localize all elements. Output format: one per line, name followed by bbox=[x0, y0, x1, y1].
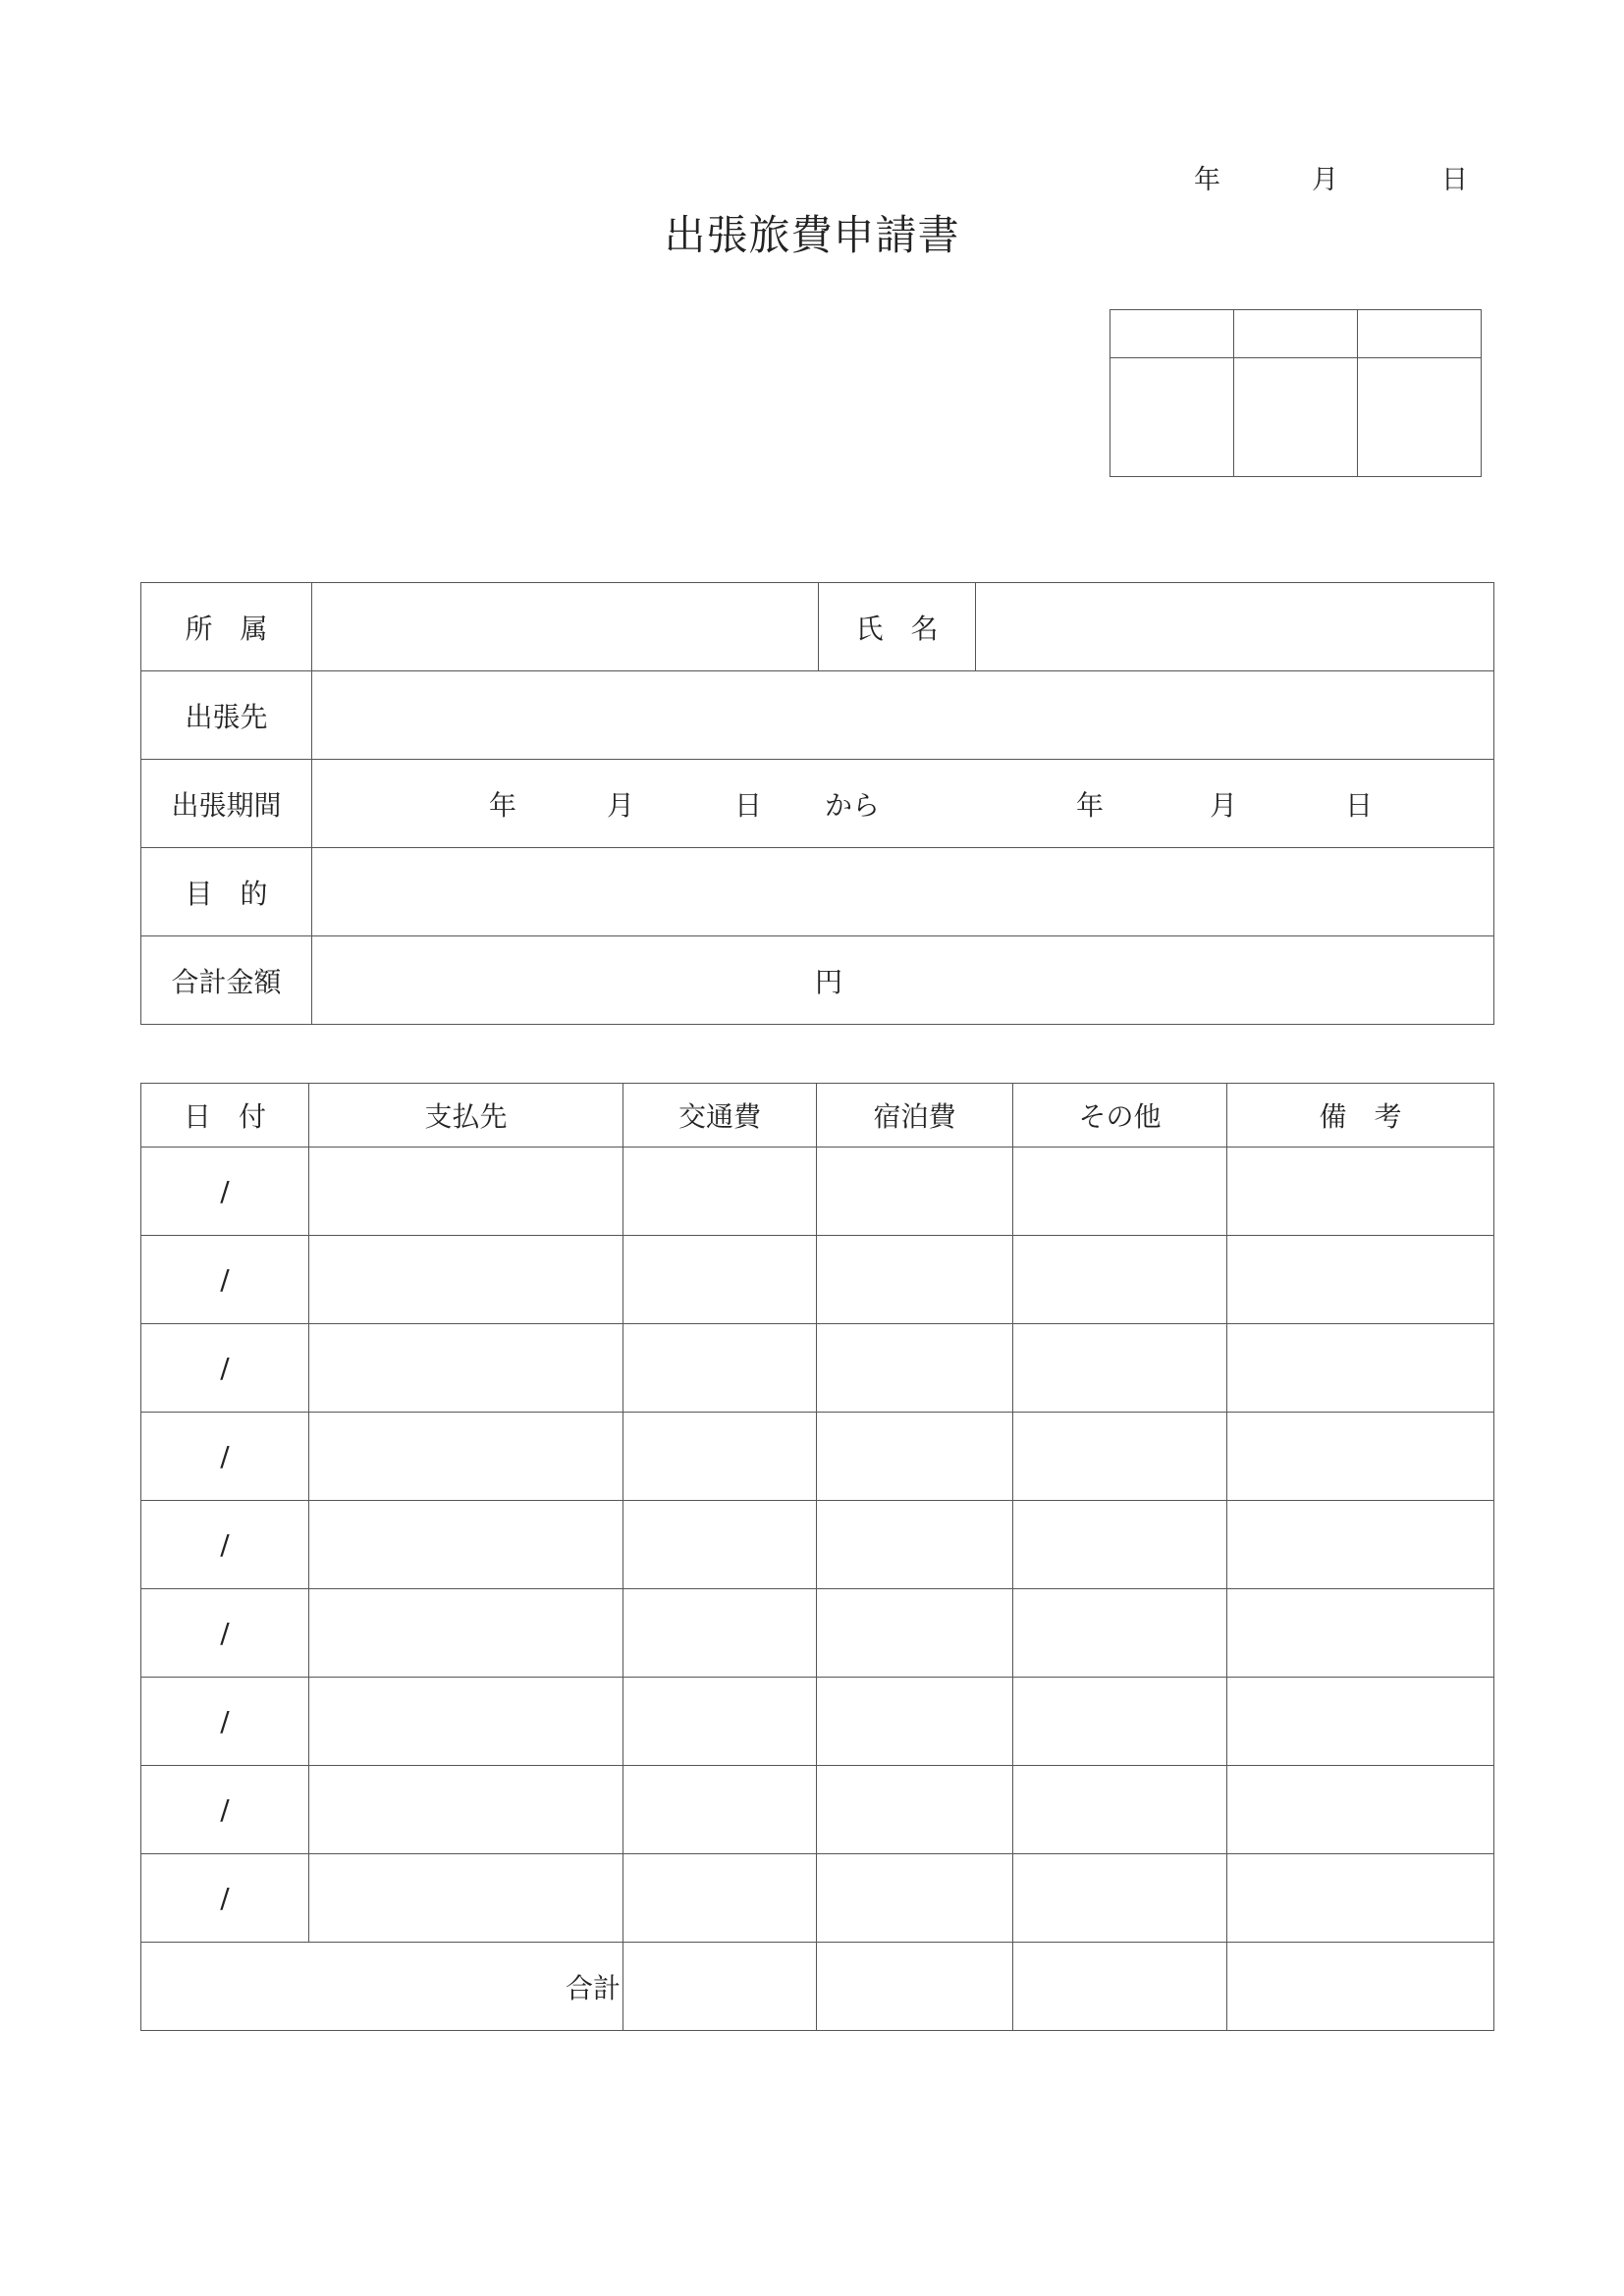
period-field[interactable] bbox=[312, 760, 1494, 848]
stamp-cell[interactable] bbox=[1234, 358, 1358, 477]
date-cell[interactable]: / bbox=[141, 1501, 309, 1589]
purpose-label: 目 的 bbox=[141, 848, 312, 936]
payee-cell[interactable] bbox=[309, 1854, 623, 1943]
remarks-cell[interactable] bbox=[1227, 1324, 1494, 1413]
payee-cell[interactable] bbox=[309, 1766, 623, 1854]
page-title: 出張旅費申請書 bbox=[664, 211, 960, 259]
transport-cell[interactable] bbox=[623, 1501, 817, 1589]
table-row bbox=[141, 1501, 1494, 1589]
period-end-day: 日 bbox=[1345, 788, 1374, 822]
column-header-remarks: 備 考 bbox=[1227, 1084, 1494, 1148]
column-header-other: その他 bbox=[1013, 1084, 1227, 1148]
header-date-month: 月 bbox=[1312, 165, 1338, 195]
total-other-cell[interactable] bbox=[1013, 1943, 1227, 2031]
total-remarks-cell[interactable] bbox=[1227, 1943, 1494, 2031]
payee-cell[interactable] bbox=[309, 1589, 623, 1678]
date-cell[interactable]: / bbox=[141, 1766, 309, 1854]
purpose-field[interactable] bbox=[312, 848, 1494, 936]
name-label: 氏 名 bbox=[819, 583, 976, 671]
transport-cell[interactable] bbox=[623, 1324, 817, 1413]
other-cell[interactable] bbox=[1013, 1678, 1227, 1766]
lodging-cell[interactable] bbox=[817, 1413, 1013, 1501]
destination-field[interactable] bbox=[312, 671, 1494, 760]
column-header-lodging: 宿泊費 bbox=[817, 1084, 1013, 1148]
period-end-year: 年 bbox=[1076, 788, 1105, 822]
total-transport-cell[interactable] bbox=[623, 1943, 817, 2031]
stamp-cell[interactable] bbox=[1358, 358, 1482, 477]
total-amount-field[interactable] bbox=[312, 936, 1494, 1025]
transport-cell[interactable] bbox=[623, 1589, 817, 1678]
payee-cell[interactable] bbox=[309, 1678, 623, 1766]
total-lodging-cell[interactable] bbox=[817, 1943, 1013, 2031]
other-cell[interactable] bbox=[1013, 1501, 1227, 1589]
date-cell[interactable]: / bbox=[141, 1236, 309, 1324]
period-label: 出張期間 bbox=[141, 760, 312, 848]
transport-cell[interactable] bbox=[623, 1678, 817, 1766]
date-cell[interactable]: / bbox=[141, 1589, 309, 1678]
affiliation-label: 所 属 bbox=[141, 583, 312, 671]
remarks-cell[interactable] bbox=[1227, 1413, 1494, 1501]
lodging-cell[interactable] bbox=[817, 1678, 1013, 1766]
date-cell[interactable]: / bbox=[141, 1413, 309, 1501]
table-row bbox=[141, 1324, 1494, 1413]
remarks-cell[interactable] bbox=[1227, 1501, 1494, 1589]
approval-stamp-table bbox=[1110, 309, 1482, 477]
header-date-year: 年 bbox=[1194, 165, 1220, 195]
other-cell[interactable] bbox=[1013, 1589, 1227, 1678]
affiliation-field[interactable] bbox=[312, 583, 819, 671]
payee-cell[interactable] bbox=[309, 1236, 623, 1324]
period-start-month: 月 bbox=[607, 788, 635, 822]
period-end-month: 月 bbox=[1210, 788, 1238, 822]
total-amount-label: 合計金額 bbox=[141, 936, 312, 1025]
total-row bbox=[141, 1943, 1494, 2031]
payee-cell[interactable] bbox=[309, 1413, 623, 1501]
table-row bbox=[141, 1236, 1494, 1324]
table-row bbox=[141, 1413, 1494, 1501]
destination-label: 出張先 bbox=[141, 671, 312, 760]
other-cell[interactable] bbox=[1013, 1324, 1227, 1413]
period-start-year: 年 bbox=[489, 788, 517, 822]
stamp-header-cell[interactable] bbox=[1110, 310, 1234, 358]
header-date-day: 日 bbox=[1441, 165, 1468, 195]
remarks-cell[interactable] bbox=[1227, 1854, 1494, 1943]
other-cell[interactable] bbox=[1013, 1236, 1227, 1324]
name-field[interactable] bbox=[976, 583, 1494, 671]
column-header-transport: 交通費 bbox=[623, 1084, 817, 1148]
transport-cell[interactable] bbox=[623, 1236, 817, 1324]
table-row bbox=[141, 1678, 1494, 1766]
lodging-cell[interactable] bbox=[817, 1589, 1013, 1678]
lodging-cell[interactable] bbox=[817, 1236, 1013, 1324]
other-cell[interactable] bbox=[1013, 1148, 1227, 1236]
other-cell[interactable] bbox=[1013, 1413, 1227, 1501]
remarks-cell[interactable] bbox=[1227, 1589, 1494, 1678]
lodging-cell[interactable] bbox=[817, 1148, 1013, 1236]
date-cell[interactable]: / bbox=[141, 1854, 309, 1943]
stamp-header-cell[interactable] bbox=[1234, 310, 1358, 358]
period-start-day: 日 bbox=[734, 788, 763, 822]
lodging-cell[interactable] bbox=[817, 1766, 1013, 1854]
date-cell[interactable]: / bbox=[141, 1324, 309, 1413]
payee-cell[interactable] bbox=[309, 1501, 623, 1589]
table-row bbox=[141, 1148, 1494, 1236]
transport-cell[interactable] bbox=[623, 1413, 817, 1501]
total-label: 合計 bbox=[141, 1943, 623, 2031]
stamp-cell[interactable] bbox=[1110, 358, 1234, 477]
date-cell[interactable]: / bbox=[141, 1678, 309, 1766]
column-header-date: 日 付 bbox=[141, 1084, 309, 1148]
remarks-cell[interactable] bbox=[1227, 1236, 1494, 1324]
date-cell[interactable]: / bbox=[141, 1148, 309, 1236]
remarks-cell[interactable] bbox=[1227, 1766, 1494, 1854]
lodging-cell[interactable] bbox=[817, 1501, 1013, 1589]
payee-cell[interactable] bbox=[309, 1148, 623, 1236]
expense-detail-table bbox=[140, 1083, 1494, 2031]
other-cell[interactable] bbox=[1013, 1766, 1227, 1854]
table-row bbox=[141, 1766, 1494, 1854]
lodging-cell[interactable] bbox=[817, 1854, 1013, 1943]
transport-cell[interactable] bbox=[623, 1148, 817, 1236]
payee-cell[interactable] bbox=[309, 1324, 623, 1413]
lodging-cell[interactable] bbox=[817, 1324, 1013, 1413]
stamp-header-cell[interactable] bbox=[1358, 310, 1482, 358]
yen-unit: 円 bbox=[815, 965, 843, 998]
remarks-cell[interactable] bbox=[1227, 1148, 1494, 1236]
remarks-cell[interactable] bbox=[1227, 1678, 1494, 1766]
transport-cell[interactable] bbox=[623, 1766, 817, 1854]
table-row bbox=[141, 1854, 1494, 1943]
transport-cell[interactable] bbox=[623, 1854, 817, 1943]
column-header-payee: 支払先 bbox=[309, 1084, 623, 1148]
applicant-info-table bbox=[140, 582, 1494, 1025]
table-row bbox=[141, 1589, 1494, 1678]
other-cell[interactable] bbox=[1013, 1854, 1227, 1943]
period-from: から bbox=[825, 788, 881, 822]
